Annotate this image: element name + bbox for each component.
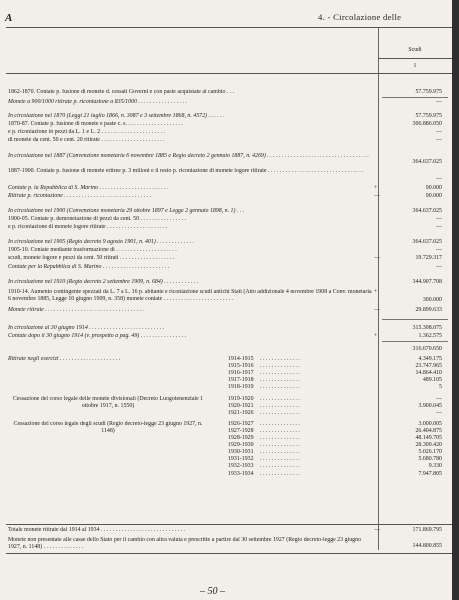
row-label: In circolazione nel 1905 (Regio decreto 9 agosto 1901, n. 401) . . . . . . . . . . . . . (8, 239, 195, 245)
group-label-text: Cessazione del corso legale delle monete divisionali (Decreto Luogotenenziale 1 ottobre 1917, n. 1550) (12, 395, 204, 409)
column-header-currency: Scudi (408, 47, 422, 53)
row-label: 1905-10. Coniate mediante trasformazione di . . . . . . . . . . . . . . . . . . . . . (8, 247, 177, 253)
row-label: Monete a 900/1000 ritirate p. riconiazione a 835/1000 . . . . . . . . . . . . . . . . . (8, 99, 187, 105)
year-label: 1928-1929 (228, 435, 254, 441)
sign-mark: — (374, 307, 380, 313)
row-value: 315.308.075 (412, 325, 442, 331)
leader-dots: . . . . . . . . . . . . . . (260, 409, 300, 416)
table-row (8, 113, 446, 121)
row-value: — (436, 224, 442, 230)
row-value: 57.759.975 (415, 113, 442, 119)
totals-row (8, 537, 446, 551)
totals-label: Totale monete ritirate dal 1914 al 1934 . . . . . . . . . . . . . . . . . . . . . . . . . . . . . (8, 527, 185, 533)
table-row (8, 289, 446, 305)
row-label: In circolazione nel 1900 (Convenzione monetaria 29 ottobre 1897 e Legge 2 gennaio 1898, n. 1) . . . (8, 208, 245, 214)
year-value: 3.000.005 (418, 420, 442, 427)
sign-mark: + (374, 185, 378, 191)
sign-mark: + (374, 289, 378, 295)
year-label: 1931-1932 (228, 456, 254, 463)
year-value: 489.105 (422, 377, 442, 384)
page-title: 4. - Circolazione delle (318, 12, 402, 22)
leader-dots: . . . . . . . . . . . . . . (260, 420, 300, 427)
row-value: 364.637.025 (412, 239, 442, 245)
year-value: 5.026.170 (418, 449, 442, 456)
table-row (8, 279, 446, 287)
table-row (8, 346, 446, 354)
row-value: 19.729.317 (415, 255, 442, 261)
row-value: 90.000 (425, 193, 442, 199)
table-row (8, 333, 446, 341)
row-value: 316.670.650 (412, 346, 442, 352)
year-value: 23.747.965 (415, 363, 442, 370)
year-label: 1926-1927 (228, 420, 254, 427)
row-label: e p. riconiazione in pezzi da L. 1 e L. 2 . . . . . . . . . . . . . . . . . . . . . . (8, 129, 165, 135)
table-row (8, 208, 446, 216)
table-row (8, 255, 446, 263)
year-label: 1933-1934 (228, 470, 254, 477)
row-label: In circolazione nel 1870 (Leggi 21 luglio 1866, n. 3087 e 3 settembre 1868, n. 4572) . . . . . . (8, 113, 225, 119)
leader-dots: . . . . . . . . . . . . . . (260, 402, 300, 409)
year-label: 1927-1928 (228, 427, 254, 434)
row-label: Coniate per la Repubblica di S. Marino . . . . . . . . . . . . . . . . . . . . . . . (8, 264, 170, 270)
table-row (8, 168, 446, 184)
totals-rule (6, 524, 452, 525)
sign-mark: — (374, 527, 380, 533)
totals-value: 171.869.795 (412, 527, 442, 533)
year-label: 1929-1930 (228, 442, 254, 449)
row-value: 344.907.708 (412, 279, 442, 285)
year-value: 5 (439, 384, 442, 391)
row-value: 300.000 (422, 297, 442, 303)
year-value: 48.149.705 (415, 435, 442, 441)
row-label: di monete da cent. 50 e cent. 20 ritirate . . . . . . . . . . . . . . . . . . . . . . (8, 137, 165, 143)
subtotal-rule (382, 97, 448, 98)
row-label: Ritirate p. riconiazione . . . . . . . . . . . . . . . . . . . . . . . . . . . . . . (8, 193, 152, 199)
totals-value: 144.800.855 (412, 543, 442, 549)
top-rule (6, 27, 452, 28)
row-value: — (436, 176, 442, 182)
year-label: 1930-1931 (228, 449, 254, 456)
year-label: 1915-1916 (228, 363, 254, 370)
row-label: scudi, monete logore e pezzi da cent. 50 ritirati . . . . . . . . . . . . . . . . . . . (8, 255, 175, 261)
row-value: — (436, 99, 442, 105)
year-value: — (436, 395, 442, 402)
year-value: 4.349.175 (418, 356, 442, 362)
table-row (8, 129, 446, 137)
subtotal-rule (382, 319, 448, 320)
table-row (8, 185, 446, 193)
row-value: — (436, 264, 442, 270)
table-row (8, 121, 446, 129)
year-value: — (436, 409, 442, 416)
page-number: – 50 – (200, 586, 225, 597)
row-label: In circolazione al 30 giugno 1914 . . . . . . . . . . . . . . . . . . . . . . . . . . (8, 325, 165, 331)
section-letter: A (5, 12, 13, 24)
year-value: 26.404.875 (415, 427, 442, 434)
table-row (8, 224, 446, 232)
group-label-text: Cessazione del corso legale degli scudi (Regio decreto-legge 23 giugno 1927, n. 1148) (13, 420, 203, 434)
sign-mark: — (374, 193, 380, 199)
column-header-index: 1 (413, 63, 417, 69)
table-row (8, 137, 446, 145)
bottom-rule (6, 553, 452, 554)
year-value: 5.680.780 (418, 456, 442, 463)
row-value: 90.000 (425, 185, 442, 191)
leader-dots: . . . . . . . . . . . . . . (260, 449, 300, 456)
header-rule (378, 58, 452, 59)
row-label: 1887-1900. Coniate p. fusione di monete eritree p. 3 milioni e il resto p. riconiazione di monete logore ritirate . . . . . . . . . . . . . . . . . . . . . . . . . . . . . . . . . (8, 168, 364, 174)
row-label: Coniate p. la Repubblica di S. Marino . . . . . . . . . . . . . . . . . . . . . . . . (8, 185, 169, 191)
leader-dots: . . . . . . . . . . . . . . (260, 377, 300, 384)
leader-dots: . . . . . . . . . . . . . . (260, 356, 300, 362)
leader-dots: . . . . . . . . . . . . . . (260, 456, 300, 463)
year-label: 1917-1918 (228, 377, 254, 384)
year-value: 28.300.420 (415, 442, 442, 449)
row-value: 57.759.975 (415, 89, 442, 95)
table-row (8, 307, 446, 315)
row-label: Coniate dopo il 30 giugno 1914 (v. prospetto a pag. 49) . . . . . . . . . . . . . . . . (8, 333, 187, 339)
row-label: 1870-87. Coniate p. fusione di monete e paste c. s. . . . . . . . . . . . . . . . . . . . (8, 121, 183, 127)
leader-dots: . . . . . . . . . . . . . . (260, 363, 300, 370)
totals-row (8, 527, 446, 535)
leader-dots: . . . . . . . . . . . . . . (260, 427, 300, 434)
row-value: — (436, 137, 442, 143)
group-label-text: Ritirate negli esercizi . . . . . . . . . . . . . . . . . . . . . (8, 356, 121, 362)
table-row (8, 89, 446, 97)
table-row (8, 153, 446, 167)
leader-dots: . . . . . . . . . . . . . . (260, 463, 300, 470)
year-label: 1918-1919 (228, 384, 254, 391)
sign-mark: — (374, 255, 380, 261)
table-row (8, 239, 446, 247)
row-value: 364.637.025 (412, 159, 442, 165)
year-value: 9.330 (428, 463, 442, 470)
leader-dots: . . . . . . . . . . . . . . (260, 370, 300, 377)
row-label: 1862-1870. Coniate p. fusione di monete d. cessati Governi e con paste acquistate al cambio . . . (8, 89, 235, 95)
year-label: 1916-1917 (228, 370, 254, 377)
year-value: 14.864.410 (415, 370, 442, 377)
year-label: 1914-1915 (228, 356, 254, 362)
row-value: 29.899.633 (415, 307, 442, 313)
year-value: 3.900.045 (418, 402, 442, 409)
totals-label: Monete non presentate alle casse dello Stato per il cambio con altra valuta e prescritte a partire dal 30 settembre 1927 (Regio decreto-legge 23 giugno 1927, n. 1148) . . . . . . . . . . . . . . (8, 537, 361, 550)
header-bottom-rule (6, 73, 452, 74)
row-label: e p. riconiazione di monete logore ritirate . . . . . . . . . . . . . . . . . . . . . (8, 224, 168, 230)
leader-dots: . . . . . . . . . . . . . . (260, 435, 300, 441)
row-value: 364.637.025 (412, 208, 442, 214)
table-row (8, 99, 446, 107)
year-label: 1919-1920 (228, 395, 254, 402)
subtotal-rule (382, 341, 448, 342)
table-row (8, 216, 446, 224)
row-label: In circolazione nel 1910 (Regio decreto 2 settembre 1909, n. 684) . . . . . . . . . . . . (8, 279, 199, 285)
row-label: 1910-14. Aumento contingente spezzati da L. 7 a L. 16 p. abitante e riconiazione scudi antichi Stati (Atto addizionale 4 novembre 1908 a Conv. monetaria 6 novembre 1885, Legge 10 giugno 1909, n. 358) monete coniate . . . . . . . . . . . . . . . . . . . . . . . . (8, 289, 372, 302)
year-value: 7.947.805 (418, 470, 442, 477)
leader-dots: . . . . . . . . . . . . . . (260, 470, 300, 477)
year-label: 1921-1926 (228, 409, 254, 416)
row-label: In circolazione nel 1887 (Convenzione monetaria 6 novembre 1885 e Regio decreto 2 gennaio 1887, n. 4269) . . . . . . . . . . . . . . . . . . . . . . . . . . . . . . . . . . . (8, 153, 369, 159)
row-value: 306.886.050 (412, 121, 442, 127)
row-value: — (436, 247, 442, 253)
year-label: 1920-1921 (228, 402, 254, 409)
row-value: — (436, 129, 442, 135)
table-row (8, 325, 446, 333)
row-label: 1900-05. Coniate p. demonetazione di pezzi da cent. 50 . . . . . . . . . . . . . . . . (8, 216, 187, 222)
table-row (8, 247, 446, 255)
row-label: Monete ritirate . . . . . . . . . . . . . . . . . . . . . . . . . . . . . . . . . . (8, 307, 144, 313)
table-row (8, 193, 446, 201)
leader-dots: . . . . . . . . . . . . . . (260, 395, 300, 402)
leader-dots: . . . . . . . . . . . . . . (260, 384, 300, 391)
table-row (8, 264, 446, 272)
sign-mark: + (374, 333, 378, 339)
leader-dots: . . . . . . . . . . . . . . (260, 442, 300, 449)
row-value: — (436, 216, 442, 222)
book-gutter (452, 0, 459, 600)
row-value: 1.362.575 (418, 333, 442, 339)
year-label: 1932-1933 (228, 463, 254, 470)
